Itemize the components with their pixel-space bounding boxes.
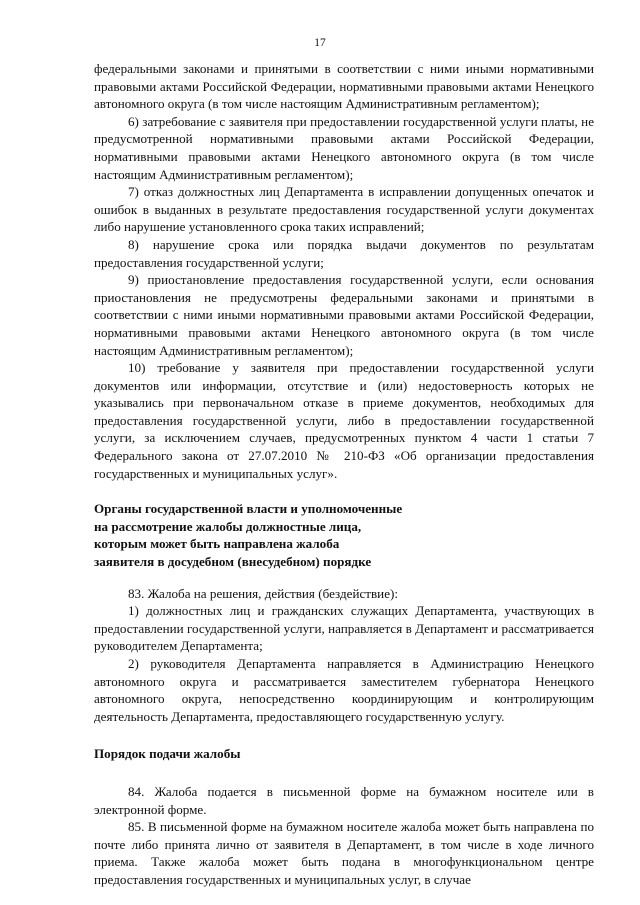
heading-line: заявителя в досудебном (внесудебном) порядке bbox=[94, 554, 372, 570]
section-heading-complaint-authorities bbox=[94, 500, 594, 570]
paragraph: 84. Жалоба подается в письменной форме на бумажном носителе или в электронной форме. bbox=[94, 783, 594, 817]
heading-line: Органы государственной власти и уполномоченные bbox=[94, 501, 403, 517]
heading-line: на рассмотрение жалобы должностные лица, bbox=[94, 518, 362, 534]
section-heading-submission-procedure: Порядок подачи жалобы bbox=[94, 746, 241, 762]
document-body bbox=[94, 60, 594, 889]
paragraph: 10) требование у заявителя при предоставлении государственной услуги документов или информации, отсутствие и (или) недостоверность которых не указывались при первоначальном отказе в приеме документов, необходимых для предоставления государственной услуги, либо в предоставлении государственной услуги, за исключением случаев, предусмотренных пунктом 4 части 1 статьи 7 Федерального закона от 27.07.2010 № 210-ФЗ «Об организации предоставления государственных и муниципальных услуг». bbox=[94, 360, 594, 481]
paragraph: 7) отказ должностных лиц Департамента в исправлении допущенных опечаток и ошибок в выданных в результате предоставления государственной услуги документах либо нарушение установленного срока таких исправлений; bbox=[94, 184, 594, 235]
paragraph: 8) нарушение срока или порядка выдачи документов по результатам предоставления государственной услуги; bbox=[94, 236, 594, 270]
paragraph: 85. В письменной форме на бумажном носителе жалоба может быть направлена по почте либо принята лично от заявителя в Департамент, в том числе в ходе личного приема. Также жалоба может быть подана в многофункциональном центре предоставления государственных и муниципальных услуг, в случае bbox=[94, 819, 594, 887]
paragraph: 83. Жалоба на решения, действия (бездействие): bbox=[128, 585, 399, 601]
paragraph: федеральными законами и принятыми в соответствии с ними иными нормативными правовыми актами Российской Федерации, нормативными правовыми актами Ненецкого автономного округа (в том числе настоящим Административным регламентом); bbox=[94, 61, 594, 112]
paragraph: 6) затребование с заявителя при предоставлении государственной услуги платы, не предусмотренной нормативными правовыми актами Российской Федерации, нормативными правовыми актами Ненецкого автономного округа (в том числе настоящим Административным регламентом); bbox=[94, 113, 594, 182]
paragraph: 1) должностных лиц и гражданских служащих Департамента, участвующих в предоставлении государственной услуги, направляется в Департамент и рассматривается руководителем Департамента; bbox=[94, 603, 594, 654]
paragraph: 2) руководителя Департамента направляется в Администрацию Ненецкого автономного округа и рассматривается заместителем губернатора Ненецкого автономного округа, непосредственно координирующим и контролирующим деятельность Департамента, предоставляющего государственную услугу. bbox=[94, 656, 594, 724]
heading-line: которым может быть направлена жалоба bbox=[94, 536, 340, 552]
page-number: 17 bbox=[314, 37, 326, 49]
paragraph: 9) приостановление предоставления государственной услуги, если основания приостановления не предусмотрены федеральными законами и принятыми в соответствии с ними иными нормативными правовыми актами Российской Федерации, нормативными правовыми актами Ненецкого автономного округа (в том числе настоящим Административным регламентом); bbox=[94, 272, 594, 358]
